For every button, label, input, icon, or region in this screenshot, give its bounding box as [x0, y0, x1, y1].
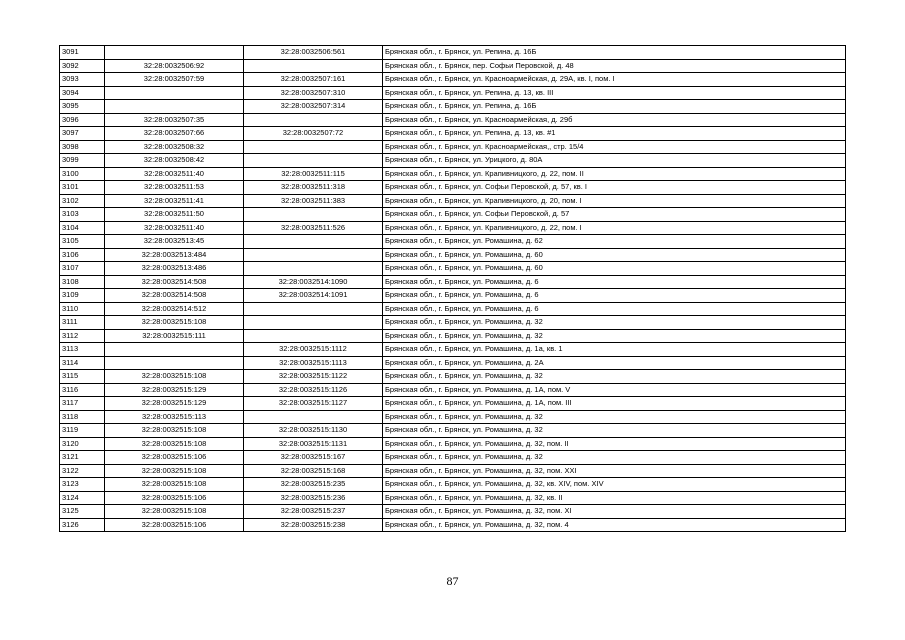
object-cadastral-number-cell: 32:28:0032515:237 [244, 505, 383, 519]
address-cell: Брянская обл., г. Брянск, ул. Ромашина, д. 2А [383, 356, 846, 370]
object-cadastral-number-cell: 32:28:0032507:161 [244, 73, 383, 87]
address-cell: Брянская обл., г. Брянск, пер. Софьи Перовской, д. 48 [383, 59, 846, 73]
cadastral-number-cell [105, 100, 244, 114]
object-cadastral-number-cell: 32:28:0032515:238 [244, 518, 383, 532]
address-cell: Брянская обл., г. Брянск, ул. Красноармейская, д. 29б [383, 113, 846, 127]
object-cadastral-number-cell [244, 410, 383, 424]
address-cell: Брянская обл., г. Брянск, ул. Ромашина, д. 1а, кв. 1 [383, 343, 846, 357]
table-row [60, 505, 846, 519]
address-cell: Брянская обл., г. Брянск, ул. Ромашина, д. 32 [383, 370, 846, 384]
row-number-cell: 3122 [60, 464, 105, 478]
cadastral-number-cell: 32:28:0032515:108 [105, 424, 244, 438]
table-body [60, 46, 846, 532]
table-row [60, 410, 846, 424]
table-row [60, 289, 846, 303]
table-row [60, 383, 846, 397]
object-cadastral-number-cell: 32:28:0032511:318 [244, 181, 383, 195]
row-number-cell: 3108 [60, 275, 105, 289]
address-cell: Брянская обл., г. Брянск, ул. Крапивницкого, д. 20, пом. I [383, 194, 846, 208]
object-cadastral-number-cell [244, 140, 383, 154]
table-row [60, 491, 846, 505]
table-row [60, 248, 846, 262]
cadastral-number-cell: 32:28:0032514:508 [105, 275, 244, 289]
cadastral-number-cell: 32:28:0032515:108 [105, 316, 244, 330]
cadastral-number-cell: 32:28:0032514:508 [105, 289, 244, 303]
object-cadastral-number-cell: 32:28:0032515:1122 [244, 370, 383, 384]
cadastral-number-cell: 32:28:0032513:45 [105, 235, 244, 249]
row-number-cell: 3091 [60, 46, 105, 60]
row-number-cell: 3123 [60, 478, 105, 492]
table-row [60, 316, 846, 330]
table-row [60, 356, 846, 370]
table-row [60, 262, 846, 276]
row-number-cell: 3121 [60, 451, 105, 465]
address-cell: Брянская обл., г. Брянск, ул. Ромашина, д. 6 [383, 289, 846, 303]
address-cell: Брянская обл., г. Брянск, ул. Репина, д. 13, кв. III [383, 86, 846, 100]
row-number-cell: 3098 [60, 140, 105, 154]
row-number-cell: 3104 [60, 221, 105, 235]
object-cadastral-number-cell [244, 113, 383, 127]
table-row [60, 275, 846, 289]
row-number-cell: 3096 [60, 113, 105, 127]
address-cell: Брянская обл., г. Брянск, ул. Крапивницкого, д. 22, пом. I [383, 221, 846, 235]
row-number-cell: 3126 [60, 518, 105, 532]
row-number-cell: 3114 [60, 356, 105, 370]
cadastral-number-cell: 32:28:0032513:484 [105, 248, 244, 262]
row-number-cell: 3109 [60, 289, 105, 303]
object-cadastral-number-cell: 32:28:0032506:561 [244, 46, 383, 60]
row-number-cell: 3099 [60, 154, 105, 168]
address-cell: Брянская обл., г. Брянск, ул. Ромашина, д. 32, пом. 4 [383, 518, 846, 532]
address-cell: Брянская обл., г. Брянск, ул. Красноармейская,, стр. 15/4 [383, 140, 846, 154]
table-row [60, 397, 846, 411]
registry-table [59, 45, 846, 532]
table-row [60, 140, 846, 154]
object-cadastral-number-cell [244, 262, 383, 276]
object-cadastral-number-cell: 32:28:0032515:1113 [244, 356, 383, 370]
object-cadastral-number-cell: 32:28:0032515:1126 [244, 383, 383, 397]
cadastral-number-cell: 32:28:0032515:111 [105, 329, 244, 343]
address-cell: Брянская обл., г. Брянск, ул. Ромашина, д. 1А, пом. V [383, 383, 846, 397]
address-cell: Брянская обл., г. Брянск, ул. Ромашина, д. 6 [383, 275, 846, 289]
row-number-cell: 3115 [60, 370, 105, 384]
cadastral-number-cell: 32:28:0032511:53 [105, 181, 244, 195]
address-cell: Брянская обл., г. Брянск, ул. Ромашина, д. 1А, пом. III [383, 397, 846, 411]
object-cadastral-number-cell [244, 235, 383, 249]
table-row [60, 86, 846, 100]
cadastral-number-cell [105, 356, 244, 370]
cadastral-number-cell: 32:28:0032515:108 [105, 478, 244, 492]
row-number-cell: 3106 [60, 248, 105, 262]
cadastral-number-cell: 32:28:0032508:32 [105, 140, 244, 154]
row-number-cell: 3124 [60, 491, 105, 505]
table-row [60, 478, 846, 492]
address-cell: Брянская обл., г. Брянск, ул. Репина, д. 13, кв. #1 [383, 127, 846, 141]
table-row [60, 46, 846, 60]
table-row [60, 73, 846, 87]
object-cadastral-number-cell: 32:28:0032514:1090 [244, 275, 383, 289]
cadastral-number-cell: 32:28:0032515:108 [105, 437, 244, 451]
table-row [60, 343, 846, 357]
cadastral-number-cell: 32:28:0032515:106 [105, 451, 244, 465]
address-cell: Брянская обл., г. Брянск, ул. Ромашина, д. 32 [383, 316, 846, 330]
object-cadastral-number-cell [244, 154, 383, 168]
object-cadastral-number-cell [244, 316, 383, 330]
cadastral-number-cell: 32:28:0032511:50 [105, 208, 244, 222]
table-row [60, 100, 846, 114]
row-number-cell: 3092 [60, 59, 105, 73]
cadastral-number-cell: 32:28:0032515:129 [105, 383, 244, 397]
table-row [60, 235, 846, 249]
object-cadastral-number-cell [244, 248, 383, 262]
object-cadastral-number-cell: 32:28:0032515:1127 [244, 397, 383, 411]
cadastral-number-cell: 32:28:0032515:113 [105, 410, 244, 424]
row-number-cell: 3125 [60, 505, 105, 519]
object-cadastral-number-cell: 32:28:0032515:1131 [244, 437, 383, 451]
cadastral-number-cell: 32:28:0032506:92 [105, 59, 244, 73]
row-number-cell: 3107 [60, 262, 105, 276]
row-number-cell: 3094 [60, 86, 105, 100]
cadastral-number-cell: 32:28:0032507:35 [105, 113, 244, 127]
address-cell: Брянская обл., г. Брянск, ул. Ромашина, д. 32 [383, 424, 846, 438]
row-number-cell: 3117 [60, 397, 105, 411]
table-row [60, 154, 846, 168]
address-cell: Брянская обл., г. Брянск, ул. Урицкого, д. 80А [383, 154, 846, 168]
object-cadastral-number-cell [244, 59, 383, 73]
cadastral-number-cell: 32:28:0032515:108 [105, 505, 244, 519]
table-row [60, 221, 846, 235]
table-row [60, 127, 846, 141]
table-row [60, 464, 846, 478]
object-cadastral-number-cell: 32:28:0032507:72 [244, 127, 383, 141]
table-row [60, 113, 846, 127]
cadastral-number-cell [105, 343, 244, 357]
cadastral-number-cell: 32:28:0032515:108 [105, 464, 244, 478]
row-number-cell: 3103 [60, 208, 105, 222]
row-number-cell: 3119 [60, 424, 105, 438]
cadastral-number-cell: 32:28:0032511:40 [105, 221, 244, 235]
address-cell: Брянская обл., г. Брянск, ул. Ромашина, д. 32, кв. XIV, пом. XIV [383, 478, 846, 492]
address-cell: Брянская обл., г. Брянск, ул. Красноармейская, д. 29А, кв. I, пом. I [383, 73, 846, 87]
cadastral-number-cell: 32:28:0032515:106 [105, 491, 244, 505]
row-number-cell: 3112 [60, 329, 105, 343]
row-number-cell: 3111 [60, 316, 105, 330]
table-row [60, 329, 846, 343]
row-number-cell: 3116 [60, 383, 105, 397]
cadastral-number-cell [105, 86, 244, 100]
table-row [60, 208, 846, 222]
table-row [60, 437, 846, 451]
table-row [60, 302, 846, 316]
address-cell: Брянская обл., г. Брянск, ул. Ромашина, д. 62 [383, 235, 846, 249]
object-cadastral-number-cell [244, 329, 383, 343]
address-cell: Брянская обл., г. Брянск, ул. Ромашина, д. 32 [383, 451, 846, 465]
address-cell: Брянская обл., г. Брянск, ул. Ромашина, д. 32, пом. II [383, 437, 846, 451]
object-cadastral-number-cell [244, 208, 383, 222]
cadastral-number-cell: 32:28:0032511:40 [105, 167, 244, 181]
address-cell: Брянская обл., г. Брянск, ул. Ромашина, д. 60 [383, 262, 846, 276]
address-cell: Брянская обл., г. Брянск, ул. Ромашина, д. 6 [383, 302, 846, 316]
address-cell: Брянская обл., г. Брянск, ул. Ромашина, д. 60 [383, 248, 846, 262]
cadastral-number-cell: 32:28:0032507:59 [105, 73, 244, 87]
row-number-cell: 3118 [60, 410, 105, 424]
object-cadastral-number-cell: 32:28:0032515:1112 [244, 343, 383, 357]
object-cadastral-number-cell: 32:28:0032515:1130 [244, 424, 383, 438]
object-cadastral-number-cell: 32:28:0032511:526 [244, 221, 383, 235]
row-number-cell: 3100 [60, 167, 105, 181]
table-row [60, 181, 846, 195]
row-number-cell: 3093 [60, 73, 105, 87]
cadastral-number-cell: 32:28:0032508:42 [105, 154, 244, 168]
object-cadastral-number-cell: 32:28:0032507:310 [244, 86, 383, 100]
address-cell: Брянская обл., г. Брянск, ул. Ромашина, д. 32, кв. II [383, 491, 846, 505]
table-row [60, 451, 846, 465]
row-number-cell: 3101 [60, 181, 105, 195]
object-cadastral-number-cell: 32:28:0032511:383 [244, 194, 383, 208]
cadastral-number-cell: 32:28:0032514:512 [105, 302, 244, 316]
cadastral-number-cell: 32:28:0032513:486 [105, 262, 244, 276]
table-row [60, 370, 846, 384]
address-cell: Брянская обл., г. Брянск, ул. Ромашина, д. 32 [383, 329, 846, 343]
table-row [60, 59, 846, 73]
row-number-cell: 3110 [60, 302, 105, 316]
row-number-cell: 3105 [60, 235, 105, 249]
page-number: 87 [446, 574, 459, 588]
object-cadastral-number-cell: 32:28:0032514:1091 [244, 289, 383, 303]
cadastral-number-cell: 32:28:0032515:129 [105, 397, 244, 411]
table-row [60, 424, 846, 438]
object-cadastral-number-cell: 32:28:0032511:115 [244, 167, 383, 181]
object-cadastral-number-cell [244, 302, 383, 316]
address-cell: Брянская обл., г. Брянск, ул. Ромашина, д. 32, пом. XI [383, 505, 846, 519]
cadastral-number-cell: 32:28:0032507:66 [105, 127, 244, 141]
address-cell: Брянская обл., г. Брянск, ул. Софьи Перовской, д. 57, кв. I [383, 181, 846, 195]
address-cell: Брянская обл., г. Брянск, ул. Репина, д. 16Б [383, 100, 846, 114]
table-row [60, 167, 846, 181]
address-cell: Брянская обл., г. Брянск, ул. Ромашина, д. 32, пом. XXI [383, 464, 846, 478]
address-cell: Брянская обл., г. Брянск, ул. Репина, д. 16Б [383, 46, 846, 60]
cadastral-number-cell: 32:28:0032515:106 [105, 518, 244, 532]
cadastral-number-cell: 32:28:0032511:41 [105, 194, 244, 208]
row-number-cell: 3120 [60, 437, 105, 451]
object-cadastral-number-cell: 32:28:0032515:168 [244, 464, 383, 478]
address-cell: Брянская обл., г. Брянск, ул. Ромашина, д. 32 [383, 410, 846, 424]
row-number-cell: 3102 [60, 194, 105, 208]
table-row [60, 194, 846, 208]
row-number-cell: 3095 [60, 100, 105, 114]
object-cadastral-number-cell: 32:28:0032515:167 [244, 451, 383, 465]
address-cell: Брянская обл., г. Брянск, ул. Софьи Перовской, д. 57 [383, 208, 846, 222]
object-cadastral-number-cell: 32:28:0032515:235 [244, 478, 383, 492]
row-number-cell: 3097 [60, 127, 105, 141]
cadastral-number-cell: 32:28:0032515:108 [105, 370, 244, 384]
object-cadastral-number-cell: 32:28:0032515:236 [244, 491, 383, 505]
table-row [60, 518, 846, 532]
object-cadastral-number-cell: 32:28:0032507:314 [244, 100, 383, 114]
cadastral-number-cell [105, 46, 244, 60]
row-number-cell: 3113 [60, 343, 105, 357]
address-cell: Брянская обл., г. Брянск, ул. Крапивницкого, д. 22, пом. II [383, 167, 846, 181]
